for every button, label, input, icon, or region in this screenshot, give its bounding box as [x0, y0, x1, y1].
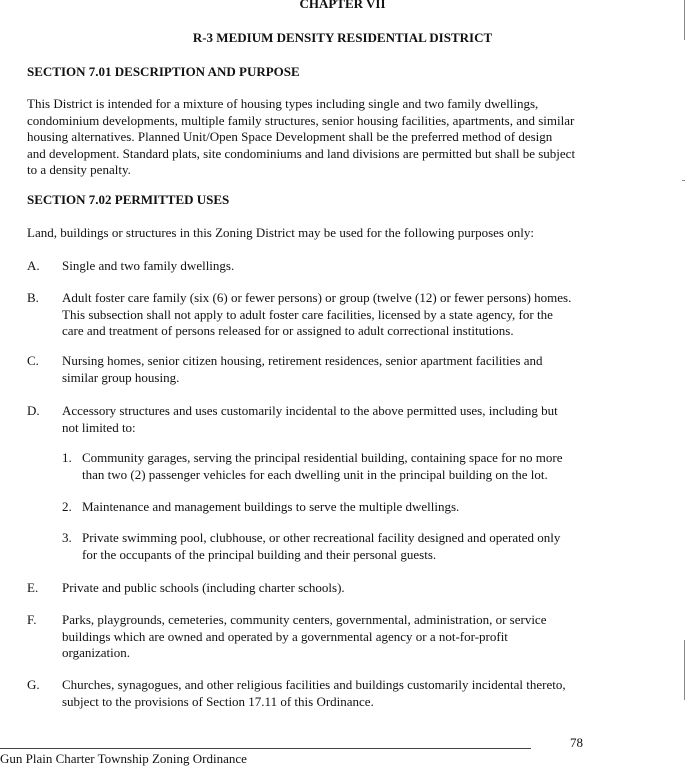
list-item-letter: A. [27, 258, 40, 273]
list-item-line: subject to the provisions of Section 17.11 of this Ordinance. [62, 693, 374, 709]
list-item-line: care and treatment of persons released for or assigned to adult correctional institutions. [62, 323, 514, 338]
list-item-text [62, 677, 582, 710]
paragraph-line: to a density penalty. [27, 162, 131, 177]
paragraph-line: condominium developments, multiple family structures, senior housing facilities, apartments, and similar [27, 112, 575, 128]
list-item-line: Churches, synagogues, and other religious facilities and buildings customarily incidental thereto, [62, 677, 566, 692]
list-item-text [62, 258, 582, 275]
list-item-text [62, 403, 582, 436]
list-item-letter: G. [27, 677, 40, 692]
sublist-item-text [82, 530, 582, 563]
list-item-line: similar group housing. [62, 369, 180, 385]
list-item-text [62, 612, 582, 662]
list-item-line: organization. [62, 645, 130, 660]
section-7-01-heading: SECTION 7.01 DESCRIPTION AND PURPOSE [27, 64, 300, 79]
district-title: R-3 MEDIUM DENSITY RESIDENTIAL DISTRICT [192, 30, 493, 45]
footer-rule [0, 748, 531, 749]
list-item-letter: B. [27, 290, 39, 305]
section-7-02-intro: Land, buildings or structures in this Zoning District may be used for the following purposes only: [27, 225, 534, 240]
sublist-item-line: Community garages, serving the principal residential building, containing space for no more [82, 450, 563, 465]
section-7-02-heading: SECTION 7.02 PERMITTED USES [27, 192, 230, 207]
list-item-letter: E. [27, 580, 39, 595]
list-item-line: buildings which are owned and operated by a governmental agency or a not-for-profit [62, 628, 508, 644]
sublist-item-text [82, 499, 582, 516]
sublist-item-number: 3. [62, 530, 72, 545]
list-item-text [62, 353, 582, 386]
list-item-line: This subsection shall not apply to adult foster care facilities, licensed by a state agency, for the [62, 306, 553, 322]
paragraph-line: This District is intended for a mixture of housing types including single and two family dwellings, [27, 96, 539, 111]
list-item-line: not limited to: [62, 419, 136, 435]
list-item-line: Accessory structures and uses customarily incidental to the above permitted uses, including but [62, 403, 558, 418]
sublist-item-number: 1. [62, 450, 72, 465]
sublist-item-line: than two (2) passenger vehicles for each dwelling unit in the principal building on the lot. [82, 466, 548, 482]
list-item-line: Private and public schools (including charter schools). [62, 580, 345, 595]
list-item-line: Adult foster care family (six (6) or fewer persons) or group (twelve (12) or fewer persons) homes. [62, 290, 572, 305]
chapter-title: CHAPTER VII [299, 0, 386, 11]
list-item-letter: F. [27, 612, 37, 627]
list-item-letter: D. [27, 403, 40, 418]
section-7-01-paragraph [27, 96, 597, 179]
footer-text: Gun Plain Charter Township Zoning Ordinance [0, 751, 247, 766]
list-item-line: Nursing homes, senior citizen housing, retirement residences, senior apartment facilities and [62, 353, 543, 368]
list-item-line: Single and two family dwellings. [62, 258, 235, 273]
sublist-item-text [82, 450, 582, 483]
sublist-item-line: for the occupants of the principal building and their personal guests. [82, 546, 437, 562]
page-number: 78 [570, 735, 583, 750]
list-item-text [62, 290, 582, 340]
list-item-text [62, 580, 582, 597]
sublist-item-number: 2. [62, 499, 72, 514]
sublist-item-line: Private swimming pool, clubhouse, or other recreational facility designed and operated only [82, 530, 561, 545]
list-item-line: Parks, playgrounds, cemeteries, community centers, governmental, administration, or service [62, 612, 547, 627]
sublist-item-line: Maintenance and management buildings to serve the multiple dwellings. [82, 499, 460, 514]
paragraph-line: and development. Standard plats, site condominiums and land divisions are permitted but shall be subject [27, 145, 576, 161]
paragraph-line: housing alternatives. Planned Unit/Open Space Development shall be the preferred method of design [27, 129, 553, 144]
list-item-letter: C. [27, 353, 39, 368]
